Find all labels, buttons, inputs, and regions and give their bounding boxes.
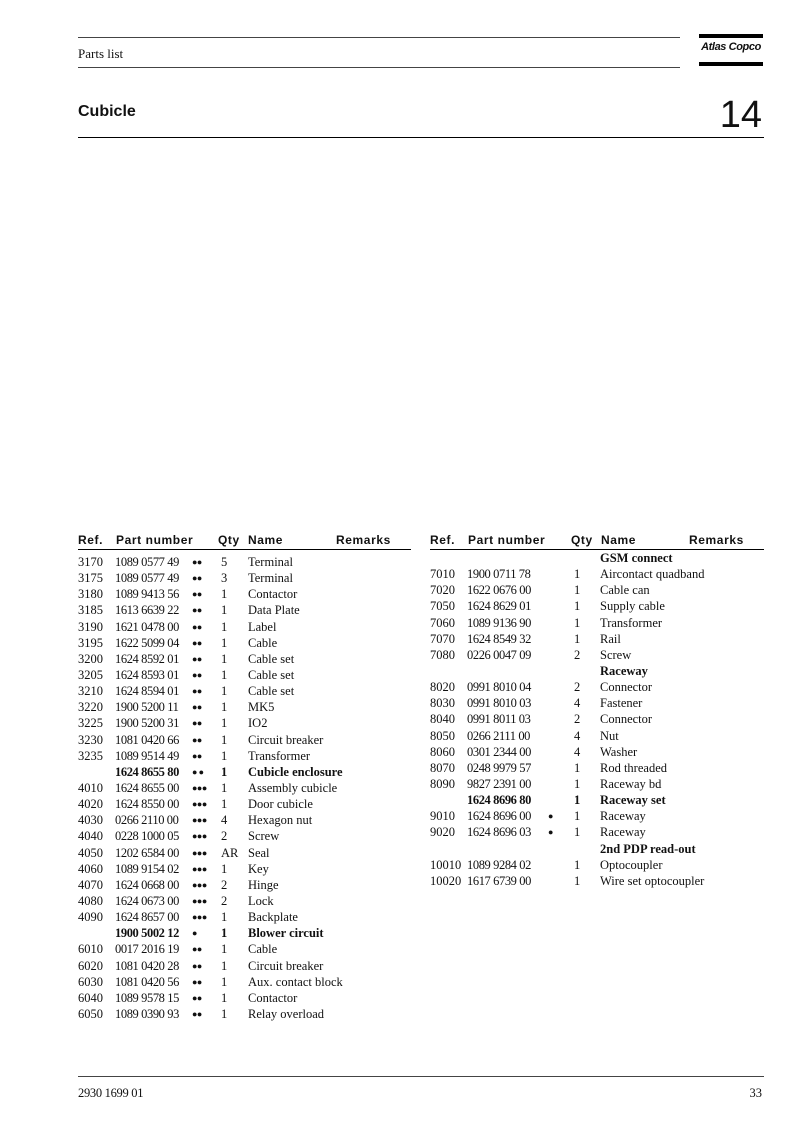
- group-header: [430, 841, 764, 857]
- cell-part-number: 1622 5099 04: [115, 635, 179, 650]
- cell-marker: ●●: [192, 686, 202, 697]
- table-row: [78, 893, 411, 909]
- cell-name: Raceway: [600, 825, 646, 840]
- table-row: [78, 812, 411, 828]
- col-name: Name: [601, 533, 637, 547]
- cell-part-number: 1624 8696 03: [467, 825, 531, 840]
- cell-ref: 4030: [78, 813, 103, 828]
- cell-name: Cable: [248, 635, 278, 650]
- table-row: [78, 748, 411, 764]
- col-qty: Qty: [218, 533, 240, 547]
- cell-qty: 4: [221, 813, 228, 828]
- page-number: 33: [749, 1086, 762, 1100]
- table-row: [430, 679, 764, 695]
- cell-ref: 6020: [78, 958, 103, 973]
- cell-qty: 2: [574, 680, 581, 695]
- cell-name: Screw: [600, 647, 632, 662]
- cell-name: Nut: [600, 728, 619, 743]
- col-remarks: Remarks: [336, 533, 391, 547]
- cell-qty: 1: [221, 667, 228, 682]
- table-row: [430, 728, 764, 744]
- cell-name: Circuit breaker: [248, 732, 324, 747]
- cell-ref: 8090: [430, 776, 455, 791]
- cell-ref: 3200: [78, 651, 103, 666]
- cell-part-number: 1081 0420 56: [115, 974, 179, 989]
- cell-marker: ●●●: [192, 799, 207, 810]
- cell-part-number: 1624 8696 80: [467, 793, 531, 808]
- cell-part-number: 1624 8593 01: [115, 667, 179, 682]
- title-rule: [78, 137, 764, 138]
- cell-name: MK5: [248, 700, 275, 715]
- cell-part-number: 1900 5002 12: [115, 926, 179, 941]
- cell-marker: ● ●: [192, 766, 204, 777]
- cell-ref: 3195: [78, 635, 103, 650]
- cell-part-number: 1089 9578 15: [115, 990, 179, 1005]
- cell-ref: 4050: [78, 845, 103, 860]
- col-part-number: Part number: [468, 533, 546, 547]
- document-number: 2930 1699 01: [78, 1086, 144, 1100]
- cell-ref: 10020: [430, 873, 462, 888]
- cell-name: Hinge: [248, 877, 279, 892]
- cell-marker: ●●: [192, 589, 202, 600]
- cell-qty: 1: [221, 926, 228, 941]
- cell-part-number: 1081 0420 28: [115, 958, 179, 973]
- cell-qty: 2: [574, 647, 581, 662]
- cell-qty: 1: [221, 990, 228, 1005]
- col-qty: Qty: [571, 533, 593, 547]
- brand-logo: [699, 34, 763, 67]
- cell-part-number: 1617 6739 00: [467, 873, 531, 888]
- table-body: [78, 554, 411, 1022]
- table-row: [78, 877, 411, 893]
- cell-part-number: 1624 8594 01: [115, 684, 179, 699]
- table-row: [430, 824, 764, 840]
- cell-ref: 7020: [430, 583, 455, 598]
- cell-part-number: 1613 6639 22: [115, 603, 179, 618]
- cell-name: Cable set: [248, 651, 295, 666]
- cell-name: Connector: [600, 680, 653, 695]
- parts-table-left: [78, 531, 411, 1022]
- cell-marker: ●●: [192, 734, 202, 745]
- cell-part-number: 0991 8010 03: [467, 696, 531, 711]
- cell-qty: 1: [574, 599, 581, 614]
- col-ref: Ref.: [430, 533, 456, 547]
- cell-qty: 2: [221, 829, 228, 844]
- table-row: [430, 598, 764, 614]
- table-row: [78, 602, 411, 618]
- cell-name: Rod threaded: [600, 760, 667, 775]
- cell-part-number: 1202 6584 00: [115, 845, 179, 860]
- table-row: [78, 958, 411, 974]
- cell-part-number: 1900 0711 78: [467, 567, 531, 582]
- table-row: [78, 715, 411, 731]
- table-row: [78, 619, 411, 635]
- cell-name: Lock: [248, 893, 274, 908]
- cell-ref: 8050: [430, 728, 455, 743]
- col-remarks: Remarks: [689, 533, 744, 547]
- cell-qty: 1: [221, 748, 228, 763]
- cell-name: Optocoupler: [600, 857, 663, 872]
- cell-name: Door cubicle: [248, 797, 313, 812]
- cell-ref: 3180: [78, 587, 103, 602]
- group-title: GSM connect: [600, 551, 673, 565]
- assembly-row: [430, 792, 764, 808]
- cell-name: Data Plate: [248, 603, 300, 618]
- table-row: [430, 566, 764, 582]
- cell-ref: 4060: [78, 861, 103, 876]
- cell-ref: 3205: [78, 667, 103, 682]
- table-row: [430, 744, 764, 760]
- cell-ref: 3190: [78, 619, 103, 634]
- header-rule-bottom: [78, 67, 680, 68]
- cell-qty: 1: [574, 615, 581, 630]
- table-row: [78, 796, 411, 812]
- cell-ref: 3175: [78, 571, 103, 586]
- cell-ref: 3235: [78, 748, 103, 763]
- cell-part-number: 1624 8655 00: [115, 780, 179, 795]
- cell-name: Key: [248, 861, 269, 876]
- cell-ref: 8020: [430, 680, 455, 695]
- cell-part-number: 1900 5200 11: [115, 700, 179, 715]
- table-row: [78, 845, 411, 861]
- cell-qty: 1: [221, 700, 228, 715]
- cell-part-number: 1624 8629 01: [467, 599, 531, 614]
- table-row: [430, 760, 764, 776]
- group-header: [430, 663, 764, 679]
- cell-ref: 3170: [78, 555, 103, 569]
- cell-marker: ●●: [192, 944, 202, 955]
- cell-part-number: 0266 2110 00: [115, 813, 179, 828]
- table-row: [78, 651, 411, 667]
- cell-qty: 1: [221, 974, 228, 989]
- cell-ref: 8070: [430, 760, 455, 775]
- cell-name: Relay overload: [248, 1006, 325, 1021]
- cell-part-number: 1089 9413 56: [115, 587, 179, 602]
- cell-marker: ●●: [192, 1008, 202, 1019]
- logo-bar-bottom: [699, 62, 763, 66]
- cell-part-number: 1089 0577 49: [115, 555, 179, 569]
- footer-rule: [78, 1076, 764, 1077]
- cell-qty: 1: [574, 825, 581, 840]
- cell-marker: ●●: [192, 718, 202, 729]
- cell-qty: 1: [221, 619, 228, 634]
- cell-marker: ●●●: [192, 782, 207, 793]
- cell-qty: 1: [221, 910, 228, 925]
- cell-part-number: 9827 2391 00: [467, 776, 531, 791]
- cell-marker: ●●: [192, 702, 202, 713]
- cell-marker: ●●: [192, 573, 202, 584]
- cell-ref: 4090: [78, 910, 103, 925]
- cell-qty: 1: [221, 861, 228, 876]
- cell-ref: 7060: [430, 615, 455, 630]
- cell-part-number: 1624 8696 00: [467, 809, 531, 824]
- cell-part-number: 1624 0673 00: [115, 893, 179, 908]
- cell-name: Terminal: [248, 555, 293, 569]
- cell-part-number: 0266 2111 00: [467, 728, 531, 743]
- cell-marker: ●●●: [192, 847, 207, 858]
- cell-qty: 1: [574, 760, 581, 775]
- cell-qty: 1: [221, 603, 228, 618]
- cell-part-number: 1624 8655 80: [115, 764, 179, 779]
- table-row: [78, 1006, 411, 1022]
- cell-ref: 6040: [78, 990, 103, 1005]
- cell-qty: 4: [574, 696, 581, 711]
- cell-part-number: 1624 8550 00: [115, 797, 179, 812]
- cell-name: Transformer: [248, 748, 311, 763]
- cell-marker: ●●: [192, 653, 202, 664]
- cell-part-number: 1624 0668 00: [115, 877, 179, 892]
- cell-qty: 3: [221, 571, 228, 586]
- cell-name: Circuit breaker: [248, 958, 324, 973]
- cell-qty: 1: [574, 583, 581, 598]
- cell-part-number: 1089 9284 02: [467, 857, 531, 872]
- cell-marker: ●●: [192, 976, 202, 987]
- cell-ref: 7070: [430, 631, 455, 646]
- cell-name: Cable: [248, 942, 278, 957]
- cell-qty: 1: [574, 857, 581, 872]
- cell-ref: 3220: [78, 700, 103, 715]
- col-part-number: Part number: [116, 533, 194, 547]
- table-row: [78, 828, 411, 844]
- cell-part-number: 1900 5200 31: [115, 716, 179, 731]
- cell-name: Seal: [248, 845, 270, 860]
- cell-name: Connector: [600, 712, 653, 727]
- table-row: [78, 635, 411, 651]
- table-row: [78, 667, 411, 683]
- cell-part-number: 0301 2344 00: [467, 744, 531, 759]
- cell-part-number: 0017 2016 19: [115, 942, 179, 957]
- cell-ref: 4010: [78, 780, 103, 795]
- cell-qty: 1: [221, 635, 228, 650]
- assembly-row: [78, 925, 411, 941]
- cell-ref: 7050: [430, 599, 455, 614]
- cell-name: Cable set: [248, 667, 295, 682]
- cell-name: Hexagon nut: [248, 813, 313, 828]
- cell-part-number: 1621 0478 00: [115, 619, 179, 634]
- cell-qty: 1: [574, 793, 581, 808]
- cell-name: Wire set optocoupler: [600, 873, 705, 888]
- cell-marker: ●●●: [192, 831, 207, 842]
- cell-qty: 1: [221, 942, 228, 957]
- cell-name: Raceway: [600, 809, 646, 824]
- table-row: [78, 909, 411, 925]
- table-row: [78, 732, 411, 748]
- table-body: [430, 550, 764, 889]
- cell-marker: ●●●: [192, 912, 207, 923]
- cell-name: Cable set: [248, 684, 295, 699]
- cell-name: Raceway set: [600, 793, 666, 808]
- cell-name: Supply cable: [600, 599, 665, 614]
- cell-name: Washer: [600, 744, 638, 759]
- cell-part-number: 0228 1000 05: [115, 829, 179, 844]
- cell-marker: ●●: [192, 750, 202, 761]
- cell-qty: 1: [574, 567, 581, 582]
- table-header: [78, 531, 411, 550]
- col-ref: Ref.: [78, 533, 104, 547]
- cell-name: Terminal: [248, 571, 293, 586]
- header-label: Parts list: [78, 46, 124, 61]
- assembly-row: [78, 764, 411, 780]
- table-header: [430, 531, 764, 550]
- cell-ref: 3185: [78, 603, 103, 618]
- cell-part-number: 1624 8657 00: [115, 910, 179, 925]
- cell-part-number: 1089 9514 49: [115, 748, 179, 763]
- section-number: 14: [719, 94, 762, 136]
- table-row: [78, 941, 411, 957]
- cell-marker: ●: [548, 811, 554, 822]
- cell-marker: ●: [192, 928, 197, 939]
- table-row: [78, 780, 411, 796]
- logo-text: Atlas Copco: [701, 41, 761, 53]
- cell-name: Raceway bd: [600, 776, 662, 791]
- cell-qty: 1: [221, 797, 228, 812]
- cell-qty: 1: [221, 716, 228, 731]
- col-name: Name: [248, 533, 284, 547]
- cell-marker: ●●: [192, 669, 202, 680]
- cell-marker: ●●: [192, 605, 202, 616]
- cell-name: Blower circuit: [248, 926, 324, 941]
- cell-marker: ●: [548, 827, 554, 838]
- cell-ref: 7010: [430, 567, 455, 582]
- group-title: Raceway: [600, 663, 648, 678]
- cell-qty: 1: [221, 764, 228, 779]
- cell-ref: 4070: [78, 877, 103, 892]
- cell-ref: 3230: [78, 732, 103, 747]
- table-row: [78, 570, 411, 586]
- table-row: [430, 615, 764, 631]
- cell-qty: 5: [221, 555, 228, 569]
- table-row: [78, 683, 411, 699]
- header-rule-top: [78, 37, 680, 38]
- cell-name: Backplate: [248, 910, 298, 925]
- cell-ref: 6030: [78, 974, 103, 989]
- cell-part-number: 1622 0676 00: [467, 583, 531, 598]
- group-title: 2nd PDP read-out: [600, 841, 696, 856]
- cell-part-number: 1089 0577 49: [115, 571, 179, 586]
- cell-qty: 1: [221, 1006, 228, 1021]
- cell-name: Screw: [248, 829, 280, 844]
- table-row: [430, 711, 764, 727]
- cell-part-number: 1081 0420 66: [115, 732, 179, 747]
- cell-name: Cable can: [600, 583, 650, 598]
- cell-marker: ●●●: [192, 895, 207, 906]
- cell-name: Rail: [600, 631, 621, 646]
- table-row: [78, 990, 411, 1006]
- cell-qty: AR: [221, 845, 239, 860]
- cell-qty: 2: [221, 893, 228, 908]
- cell-part-number: 0226 0047 09: [467, 647, 531, 662]
- cell-ref: 3225: [78, 716, 103, 731]
- cell-marker: ●●: [192, 621, 202, 632]
- cell-marker: ●●: [192, 637, 202, 648]
- cell-qty: 1: [574, 776, 581, 791]
- cell-marker: ●●●: [192, 815, 207, 826]
- cell-ref: 7080: [430, 647, 455, 662]
- cell-marker: ●●: [192, 960, 202, 971]
- cell-ref: 4080: [78, 893, 103, 908]
- table-row: [78, 586, 411, 602]
- cell-ref: 4040: [78, 829, 103, 844]
- logo-bar-top: [699, 34, 763, 38]
- cell-qty: 1: [221, 651, 228, 666]
- cell-qty: 1: [574, 873, 581, 888]
- cell-name: Cubicle enclosure: [248, 764, 343, 779]
- cell-part-number: 1089 9154 02: [115, 861, 179, 876]
- cell-qty: 1: [221, 780, 228, 795]
- cell-name: Label: [248, 619, 277, 634]
- cell-ref: 8040: [430, 712, 455, 727]
- table-row: [430, 776, 764, 792]
- cell-ref: 4020: [78, 797, 103, 812]
- cell-name: IO2: [248, 716, 268, 731]
- table-row: [430, 808, 764, 824]
- cell-name: Aux. contact block: [248, 974, 343, 989]
- cell-marker: ●●: [192, 992, 202, 1003]
- cell-qty: 1: [221, 958, 228, 973]
- cell-ref: 10010: [430, 857, 462, 872]
- table-row: [78, 974, 411, 990]
- cell-name: Transformer: [600, 615, 663, 630]
- cell-part-number: 1624 8592 01: [115, 651, 179, 666]
- cell-qty: 4: [574, 728, 581, 743]
- cell-name: Aircontact quadband: [600, 567, 705, 582]
- cell-qty: 1: [221, 684, 228, 699]
- cell-ref: 8030: [430, 696, 455, 711]
- table-row: [430, 647, 764, 663]
- page-title: Cubicle: [78, 103, 136, 120]
- table-row: [430, 582, 764, 598]
- cell-ref: 3210: [78, 684, 103, 699]
- cell-name: Contactor: [248, 587, 298, 602]
- table-row: [430, 873, 764, 889]
- cell-qty: 4: [574, 744, 581, 759]
- table-row: [430, 631, 764, 647]
- cell-ref: 9010: [430, 809, 455, 824]
- cell-part-number: 1089 9136 90: [467, 615, 531, 630]
- table-row: [78, 861, 411, 877]
- table-row: [78, 699, 411, 715]
- cell-qty: 1: [574, 809, 581, 824]
- cell-part-number: 0248 9979 57: [467, 760, 531, 775]
- cell-qty: 1: [221, 587, 228, 602]
- cell-marker: ●●●: [192, 863, 207, 874]
- cell-qty: 1: [221, 732, 228, 747]
- cell-part-number: 0991 8010 04: [467, 680, 531, 695]
- cell-qty: 1: [574, 631, 581, 646]
- cell-name: Assembly cubicle: [248, 780, 338, 795]
- cell-name: Contactor: [248, 990, 298, 1005]
- cell-marker: ●●: [192, 557, 202, 567]
- cell-qty: 2: [221, 877, 228, 892]
- table-row: [78, 554, 411, 570]
- cell-ref: 9020: [430, 825, 455, 840]
- parts-table-right: [430, 531, 764, 889]
- table-row: [430, 695, 764, 711]
- table-row: [430, 857, 764, 873]
- cell-name: Fastener: [600, 696, 643, 711]
- group-header: [430, 550, 764, 566]
- cell-ref: 6050: [78, 1006, 103, 1021]
- cell-part-number: 0991 8011 03: [467, 712, 531, 727]
- cell-part-number: 1624 8549 32: [467, 631, 531, 646]
- cell-ref: 8060: [430, 744, 455, 759]
- cell-ref: 6010: [78, 942, 103, 957]
- cell-part-number: 1089 0390 93: [115, 1006, 179, 1021]
- cell-marker: ●●●: [192, 879, 207, 890]
- cell-qty: 2: [574, 712, 581, 727]
